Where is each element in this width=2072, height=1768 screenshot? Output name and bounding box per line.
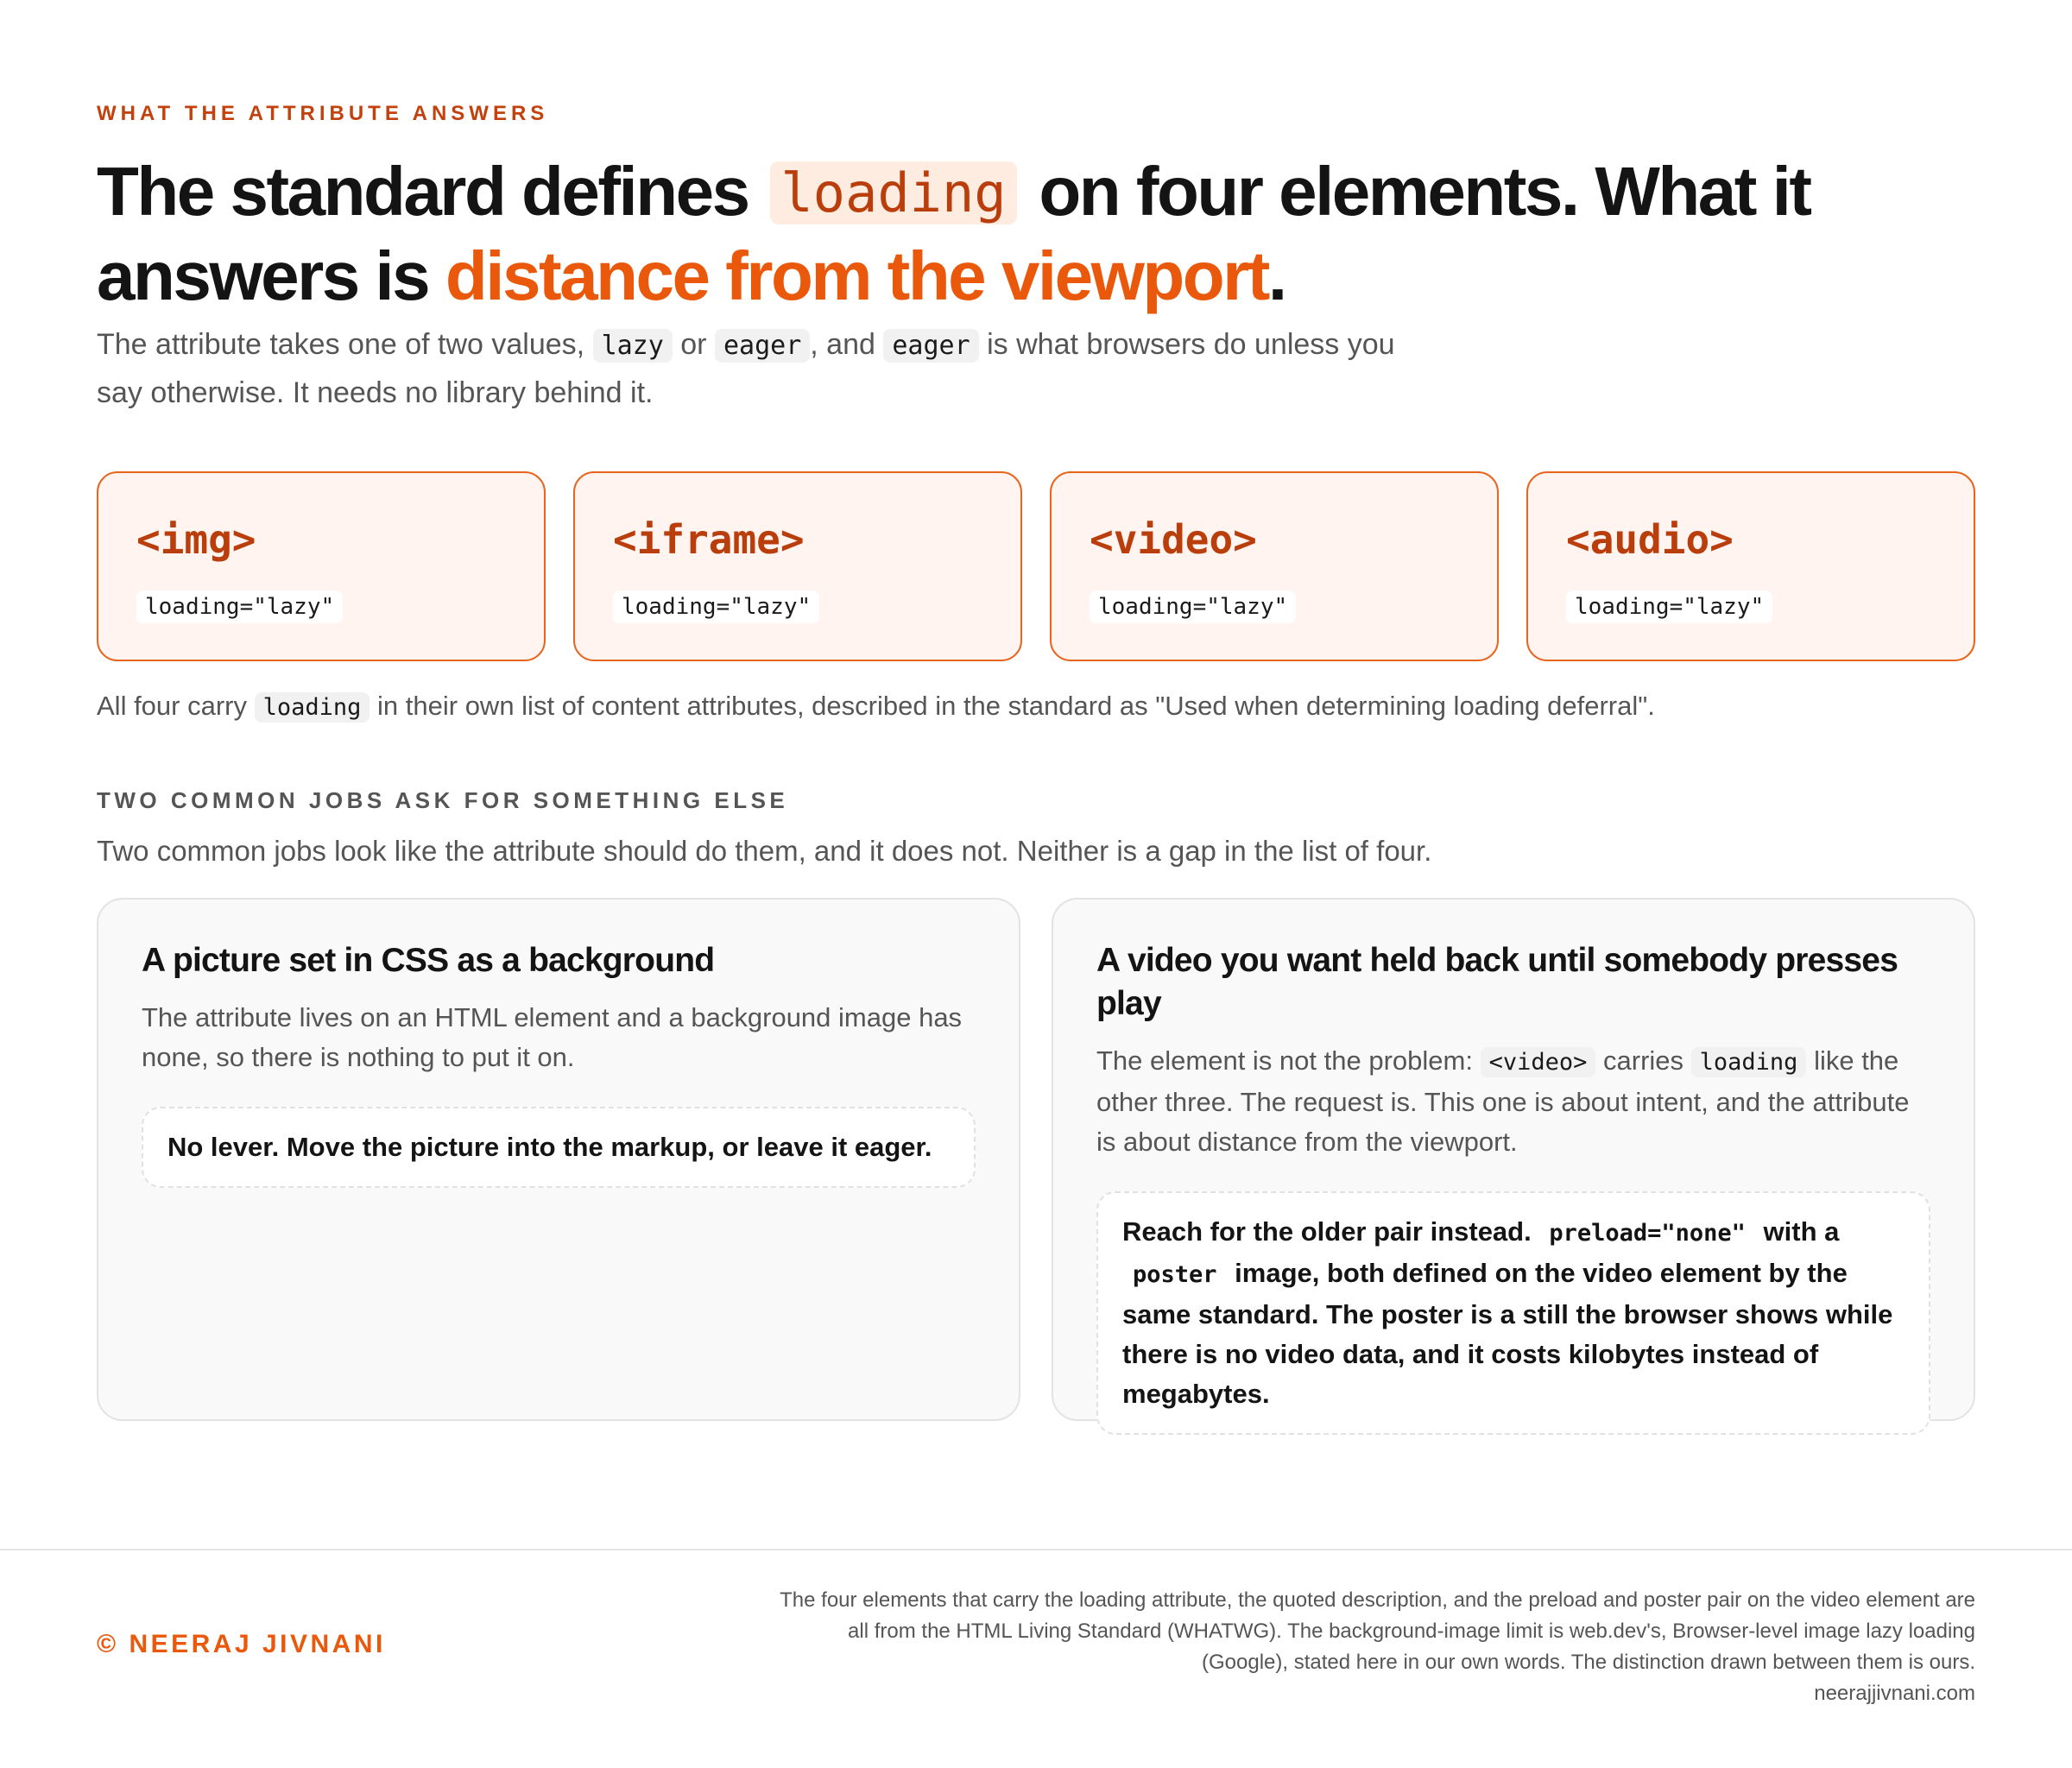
footer-divider: [0, 1549, 2072, 1550]
element-card-iframe: [573, 471, 1022, 661]
headline-part1: The standard defines: [97, 153, 749, 230]
headline-accent: distance from the viewport: [445, 237, 1268, 314]
element-tag: <audio>: [1566, 516, 1734, 563]
box-text-1: Reach for the older pair instead.: [1122, 1216, 1532, 1247]
lede-code-lazy: lazy: [593, 329, 673, 363]
lede-text-4: is what browsers do unless you say otherwise. It needs no library behind it.: [97, 328, 1395, 409]
lede-code-eager-2: eager: [883, 329, 978, 363]
element-tag: <img>: [136, 516, 256, 563]
job-card-background: [97, 898, 1020, 1421]
note-code: loading: [255, 692, 370, 723]
credits-site: neerajjivnani.com: [1814, 1682, 1975, 1705]
credits-text: The four elements that carry the loading attribute, the quoted description, and the preload and poster pair on the video element are all from the HTML Living Standard (WHATWG). The background-image limit is web.dev's, Browser-level image lazy loading (Google), stated here in our own words. The distinction drawn between them is ours.: [780, 1588, 1975, 1674]
job-body: The attribute lives on an HTML element and a background image has none, so there is nothing to put it on.: [142, 1002, 963, 1072]
element-card-video: [1050, 471, 1499, 661]
element-tag: <iframe>: [613, 516, 805, 563]
job-title: A picture set in CSS as a background: [142, 942, 715, 979]
page-title: [97, 152, 1979, 316]
job-body: [1096, 1041, 1930, 1162]
note-text-2: in their own list of content attributes, described in the standard as "Used when determining loading deferral".: [377, 691, 1655, 721]
box-text-2: with a: [1763, 1216, 1840, 1247]
box-code-preload: preload="none": [1538, 1220, 1756, 1247]
element-cards: [97, 471, 1975, 661]
job-body-text-2: carries: [1603, 1045, 1684, 1076]
element-card-audio: [1526, 471, 1975, 661]
box-code-poster: poster: [1122, 1261, 1228, 1288]
lede: [97, 321, 1426, 416]
section-intro: Two common jobs look like the attribute should do them, and it does not. Neither is a gap in the list of four.: [97, 835, 1432, 867]
element-attr: loading="lazy": [136, 590, 343, 623]
headline-code: loading: [770, 161, 1016, 224]
note-text-1: All four carry: [97, 691, 247, 721]
elements-note: [97, 685, 1975, 729]
headline-part2: on four elements. What it answers is: [97, 153, 1810, 314]
job-body-text-1: The element is not the problem:: [1096, 1045, 1473, 1076]
box-text-3: image, both defined on the video element by the same standard. The poster is a still the browser shows while there is no video data, and it costs kilobytes instead of megabytes.: [1122, 1258, 1893, 1409]
element-attr: loading="lazy": [1090, 590, 1296, 623]
lede-text-3: , and: [810, 328, 875, 361]
lede-text-1: The attribute takes one of two values,: [97, 328, 585, 361]
element-attr: loading="lazy": [613, 590, 819, 623]
element-attr: loading="lazy": [1566, 590, 1772, 623]
job-card-video: [1052, 898, 1975, 1421]
lede-text-2: or: [680, 328, 707, 361]
job-answer-box: [1096, 1191, 1930, 1435]
eyebrow: WHAT THE ATTRIBUTE ANSWERS: [97, 102, 549, 125]
job-body-code-video: <video>: [1481, 1047, 1596, 1077]
job-body-text-3: like the other three. The request is. This one is about intent, and the attribute is about distance from the viewport.: [1096, 1045, 1910, 1157]
job-answer-box: No lever. Move the picture into the markup, or leave it eager.: [142, 1107, 976, 1188]
section-heading: TWO COMMON JOBS ASK FOR SOMETHING ELSE: [97, 787, 789, 813]
footer-credits: [758, 1585, 1975, 1709]
element-tag: <video>: [1090, 516, 1257, 563]
headline-end: .: [1267, 237, 1286, 314]
job-title: A video you want held back until somebody presses play: [1096, 942, 1898, 1022]
job-body-code-loading: loading: [1691, 1047, 1807, 1077]
element-card-img: [97, 471, 546, 661]
lede-code-eager: eager: [715, 329, 810, 363]
footer-brand: © NEERAJ JIVNANI: [97, 1630, 386, 1658]
